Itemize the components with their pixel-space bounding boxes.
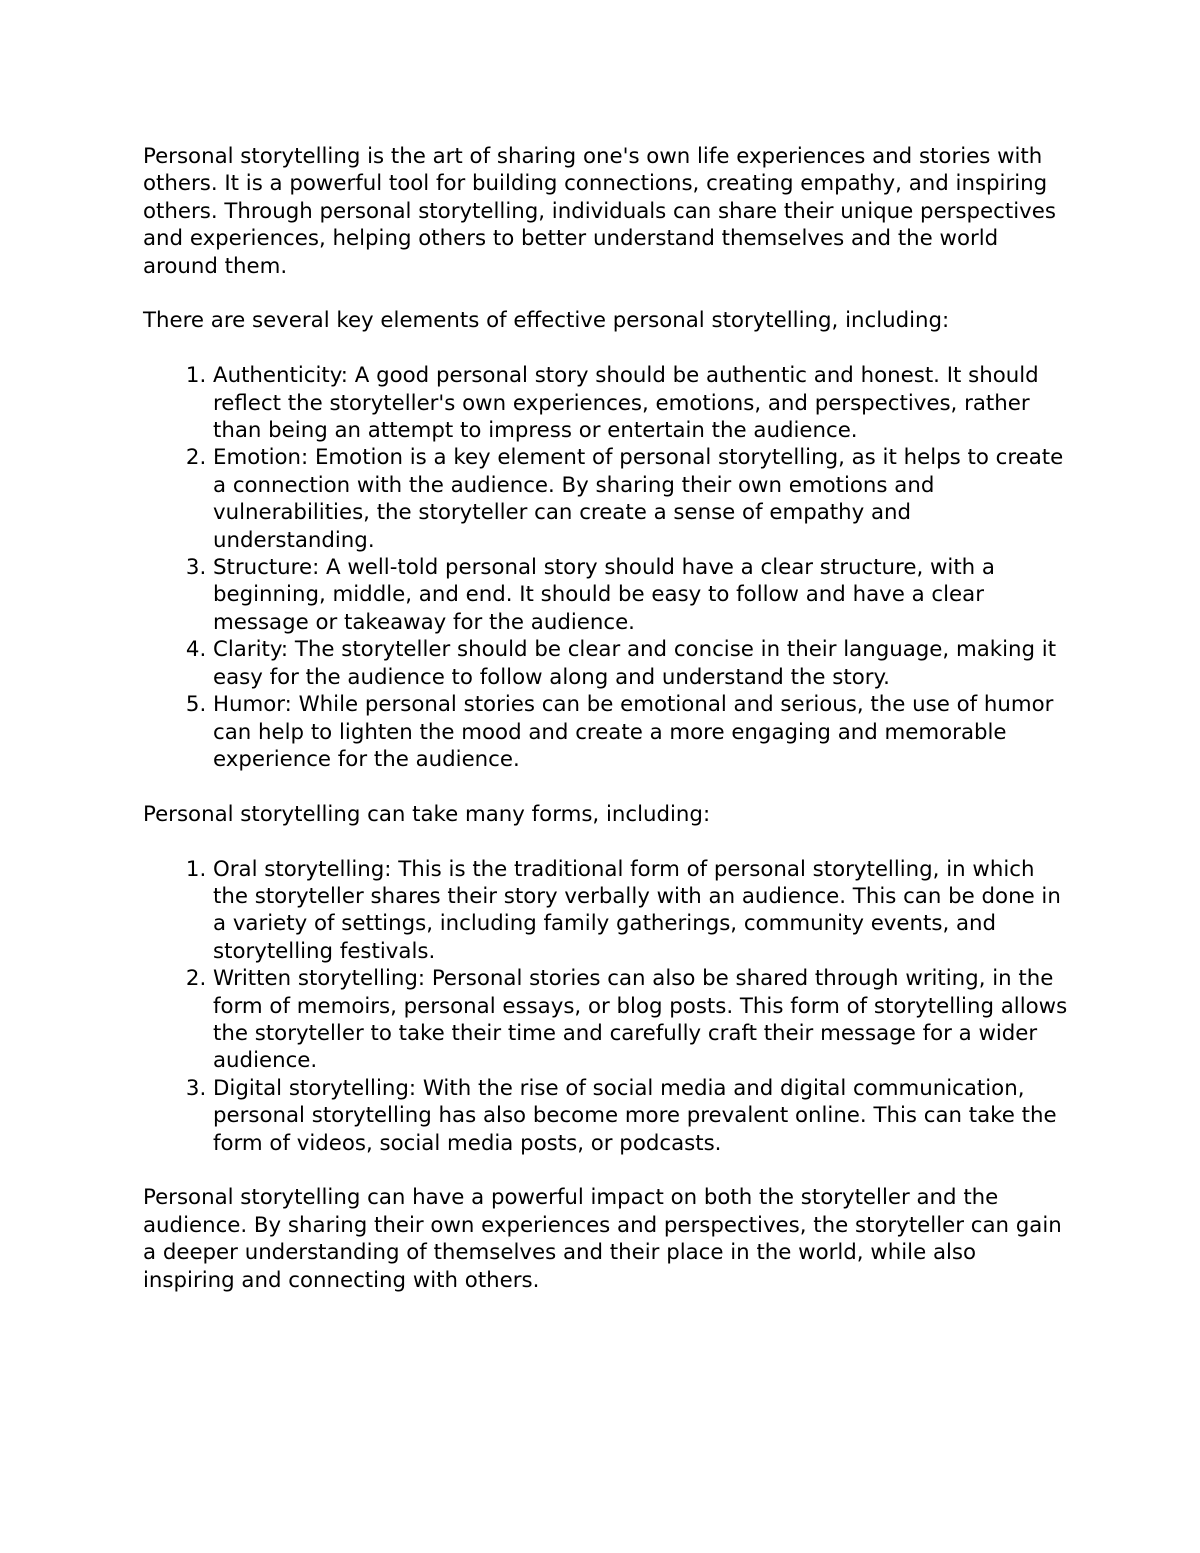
list-item-oral: 1. Oral storytelling: This is the traditional form of personal storytelling, in which the storyteller shares their story verbally with an audience. This can be done in a variety of settings, including family gatherings, community events, and storytelling festivals. <box>213 856 1073 966</box>
forms-heading: Personal storytelling can take many forms, including: <box>143 801 711 827</box>
list-item-clarity: 4. Clarity: The storyteller should be clear and concise in their language, making it easy for the audience to follow along and understand the story. <box>213 636 1073 691</box>
list-item-digital: 3. Digital storytelling: With the rise of social media and digital communication, personal storytelling has also become more prevalent online. This can take the form of videos, social media posts, or podcasts. <box>213 1075 1073 1157</box>
list-item-structure: 3. Structure: A well-told personal story should have a clear structure, with a beginning, middle, and end. It should be easy to follow and have a clear message or takeaway for the audience. <box>213 554 1073 636</box>
elements-list <box>143 362 1073 773</box>
list-item-humor: 5. Humor: While personal stories can be emotional and serious, the use of humor can help to lighten the mood and create a more engaging and memorable experience for the audience. <box>213 691 1073 773</box>
document-body <box>143 143 1073 1294</box>
list-item-authenticity: 1. Authenticity: A good personal story should be authentic and honest. It should reflect the storyteller's own experiences, emotions, and perspectives, rather than being an attempt to impress or entertain the audience. <box>213 362 1073 444</box>
intro-paragraph: Personal storytelling is the art of sharing one's own life experiences and stories with others. It is a powerful tool for building connections, creating empathy, and inspiring others. Through personal storytelling, individuals can share their unique perspectives and experiences, helping others to better understand themselves and the world around them. <box>143 144 1056 279</box>
forms-list <box>143 856 1073 1157</box>
conclusion-paragraph: Personal storytelling can have a powerful impact on both the storyteller and the audience. By sharing their own experiences and perspectives, the storyteller can gain a deeper understanding of themselves and their place in the world, while also inspiring and connecting with others. <box>143 1185 1062 1293</box>
list-item-written: 2. Written storytelling: Personal stories can also be shared through writing, in the form of memoirs, personal essays, or blog posts. This form of storytelling allows the storyteller to take their time and carefully craft their message for a wider audience. <box>213 965 1073 1075</box>
elements-heading: There are several key elements of effective personal storytelling, including: <box>143 308 950 334</box>
list-item-emotion: 2. Emotion: Emotion is a key element of personal storytelling, as it helps to create a connection with the audience. By sharing their own emotions and vulnerabilities, the storyteller can create a sense of empathy and understanding. <box>213 444 1073 554</box>
